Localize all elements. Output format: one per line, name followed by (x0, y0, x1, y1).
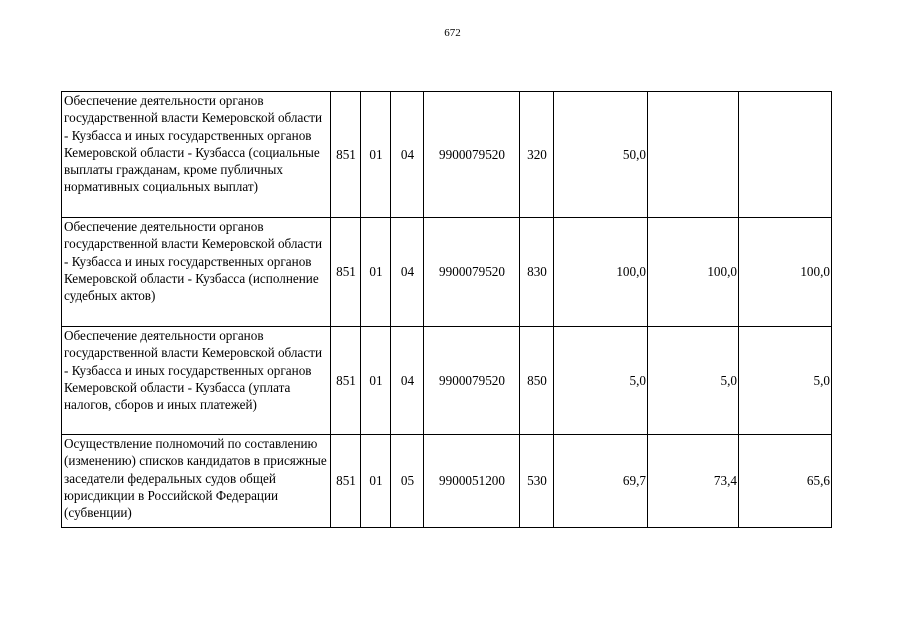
subsection-code: 04 (391, 92, 424, 218)
row-description: Осуществление полномочий по составлению (изменению) списков кандидатов в присяжные заседатели федеральных судов общей юрисдикции в Российской Федерации (субвенции) (62, 435, 331, 528)
page-number: 672 (444, 27, 461, 39)
table-row (62, 327, 832, 435)
amount-year3: 5,0 (739, 327, 832, 435)
target-article-code: 9900079520 (424, 327, 520, 435)
target-article-code: 9900079520 (424, 218, 520, 327)
grbs-code: 851 (331, 92, 361, 218)
expense-type-code: 830 (520, 218, 554, 327)
expense-type-code: 320 (520, 92, 554, 218)
target-article-code: 9900051200 (424, 435, 520, 528)
amount-year3 (739, 92, 832, 218)
row-description: Обеспечение деятельности органов государственной власти Кемеровской области - Кузбасса и иных государственных органов Кемеровской области - Кузбасса (исполнение судебных актов) (62, 218, 331, 327)
expense-type-code: 530 (520, 435, 554, 528)
section-code: 01 (361, 435, 391, 528)
table-row (62, 218, 832, 327)
budget-table (61, 91, 832, 528)
subsection-code: 05 (391, 435, 424, 528)
section-code: 01 (361, 327, 391, 435)
grbs-code: 851 (331, 218, 361, 327)
table-row (62, 435, 832, 528)
grbs-code: 851 (331, 435, 361, 528)
amount-year1: 50,0 (554, 92, 648, 218)
table-row (62, 92, 832, 218)
amount-year2: 73,4 (648, 435, 739, 528)
section-code: 01 (361, 92, 391, 218)
expense-type-code: 850 (520, 327, 554, 435)
row-description: Обеспечение деятельности органов государственной власти Кемеровской области - Кузбасса и иных государственных органов Кемеровской области - Кузбасса (социальные выплаты гражданам, кроме публичных нормативных социальных выплат) (62, 92, 331, 218)
amount-year2: 100,0 (648, 218, 739, 327)
amount-year1: 5,0 (554, 327, 648, 435)
amount-year3: 65,6 (739, 435, 832, 528)
target-article-code: 9900079520 (424, 92, 520, 218)
subsection-code: 04 (391, 327, 424, 435)
amount-year1: 69,7 (554, 435, 648, 528)
grbs-code: 851 (331, 327, 361, 435)
amount-year1: 100,0 (554, 218, 648, 327)
amount-year3: 100,0 (739, 218, 832, 327)
section-code: 01 (361, 218, 391, 327)
amount-year2 (648, 92, 739, 218)
row-description: Обеспечение деятельности органов государственной власти Кемеровской области - Кузбасса и иных государственных органов Кемеровской области - Кузбасса (уплата налогов, сборов и иных платежей) (62, 327, 331, 435)
amount-year2: 5,0 (648, 327, 739, 435)
subsection-code: 04 (391, 218, 424, 327)
